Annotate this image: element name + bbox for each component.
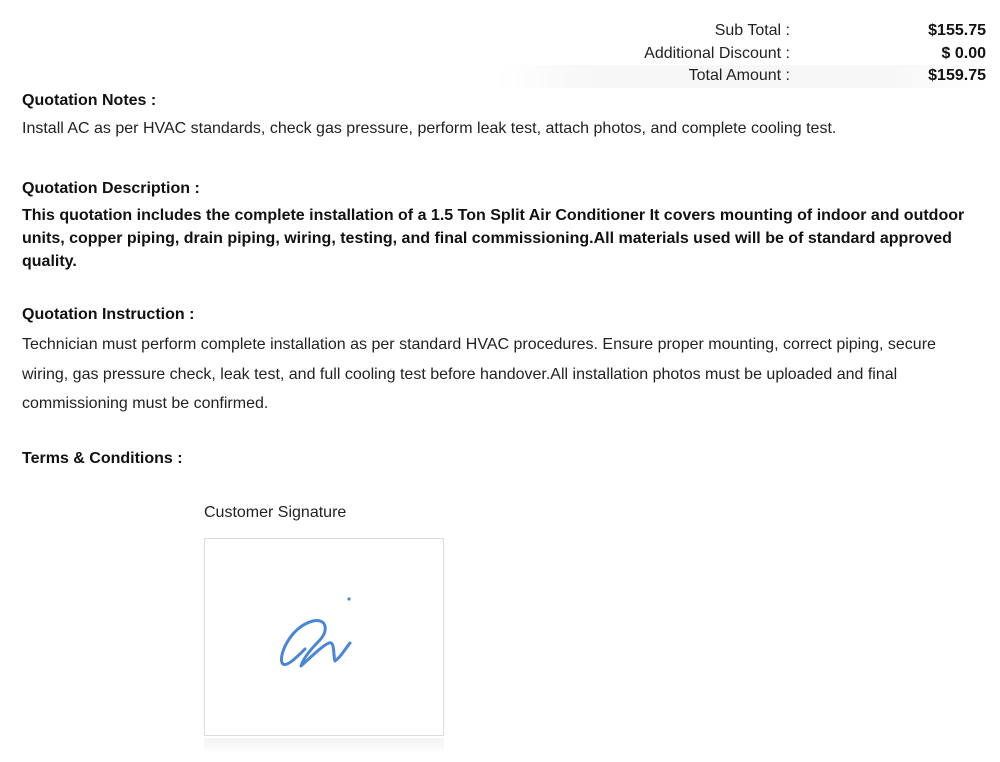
quotation-description-text: This quotation includes the complete installation of a 1.5 Ton Split Air Conditioner It covers mounting of indoor and outdoor units, copper piping, drain piping, wiring, testing, and final commissioning.All materials used will be of standard approved quality. (22, 207, 965, 270)
quotation-instruction-text: Technician must perform complete installation as per standard HVAC procedures. Ensure proper mounting, correct piping, secure wiring, gas pressure check, leak test, and full cooling test before handover.All installation photos must be uploaded and final commissioning must be confirmed. (22, 336, 936, 412)
total-amount-value: $159.75 (928, 67, 986, 85)
quotation-notes-section (22, 92, 986, 138)
terms-conditions-section (22, 450, 986, 468)
signature-drawing-icon (205, 539, 443, 735)
quotation-instruction-title: Quotation Instruction : (22, 306, 195, 323)
discount-value: $ 0.00 (941, 44, 986, 62)
sub-total-row (496, 20, 990, 43)
discount-row (496, 43, 990, 66)
totals-summary (496, 20, 990, 88)
quotation-notes-text: Install AC as per HVAC standards, check gas pressure, perform leak test, attach photos, and complete cooling test. (22, 120, 837, 137)
total-amount-row (496, 65, 990, 88)
quotation-description-title: Quotation Description : (22, 180, 200, 197)
signature-box-shadow (204, 738, 444, 754)
quotation-notes-title: Quotation Notes : (22, 92, 157, 109)
customer-signature-box (204, 538, 444, 736)
discount-label: Additional Discount : (644, 44, 790, 62)
quotation-description-section (22, 180, 986, 273)
customer-signature-label: Customer Signature (204, 504, 347, 521)
terms-conditions-title: Terms & Conditions : (22, 450, 183, 467)
total-amount-label: Total Amount : (688, 67, 790, 85)
sub-total-label: Sub Total : (714, 22, 790, 40)
sub-total-value: $155.75 (928, 22, 986, 40)
quotation-instruction-section (22, 306, 986, 419)
